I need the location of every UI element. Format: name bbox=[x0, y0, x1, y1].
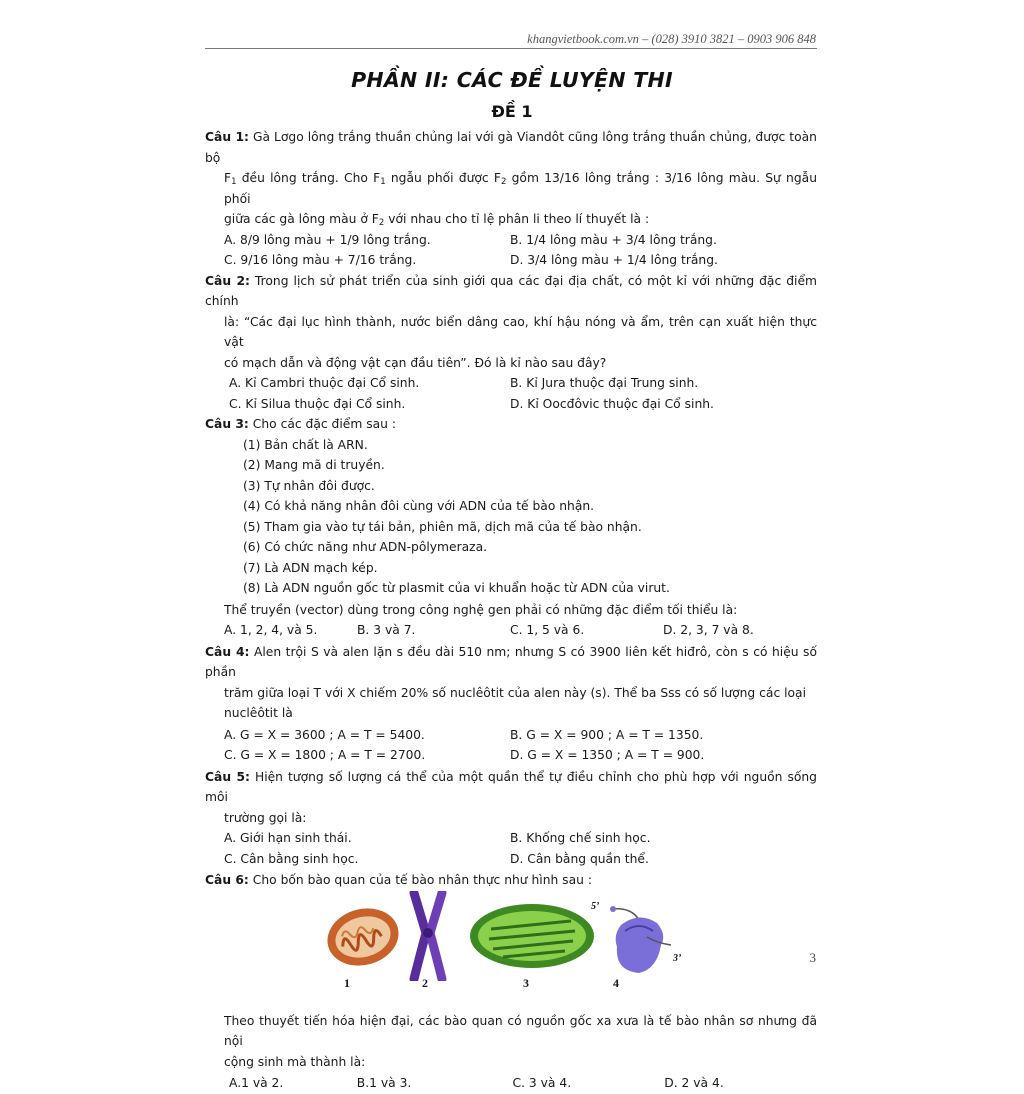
option-d: D. G = X = 1350 ; A = T = 900. bbox=[510, 748, 705, 762]
option-c: C. 3 và 4. bbox=[512, 1076, 572, 1090]
answer-options bbox=[224, 725, 817, 766]
question-text: Cho bốn bào quan của tế bào nhân thực như hình sau : bbox=[252, 873, 592, 887]
subscript: 2 bbox=[500, 177, 507, 187]
figure-label-3: 3 bbox=[523, 975, 529, 990]
subscript: 2 bbox=[378, 218, 385, 228]
question-3 bbox=[205, 414, 817, 641]
question-stem: cộng sinh mà thành là: bbox=[224, 1054, 366, 1069]
subscript: 1 bbox=[231, 177, 237, 187]
header-contact: khangvietbook.com.vn – (028) 3910 3821 – 0903 906 848 bbox=[527, 32, 816, 46]
option-b: B. G = X = 900 ; A = T = 1350. bbox=[510, 727, 704, 742]
question-text: đều lông trắng. Cho F bbox=[236, 171, 381, 185]
three-prime-label: 3’ bbox=[673, 952, 682, 964]
figure-label-2: 2 bbox=[422, 975, 428, 990]
option-c: C. 1, 5 và 6. bbox=[510, 623, 585, 637]
organelle-figure bbox=[205, 891, 817, 1011]
five-prime-label: 5’ bbox=[591, 900, 600, 912]
answer-options bbox=[229, 1073, 817, 1094]
question-label: Câu 3: bbox=[205, 417, 249, 431]
option-a: A. Giới hạn sinh thái. bbox=[224, 831, 352, 845]
question-stem: Theo thuyết tiến hóa hiện đại, các bào quan có nguồn gốc xa xưa là tế bào nhân sơ nhưng đã nội bbox=[224, 1013, 817, 1048]
option-d: D. Kỉ Oocđôvic thuộc đại Cổ sinh. bbox=[510, 396, 714, 411]
option-a: A. 1, 2, 4, và 5. bbox=[224, 623, 318, 637]
figure-label-4: 4 bbox=[613, 975, 619, 990]
question-text: Hiện tượng số lượng cá thể của một quần thể tự điều chỉnh cho phù hợp với nguồn sống môi bbox=[205, 769, 817, 804]
mitochondrion-image bbox=[323, 901, 403, 969]
list-item: (5) Tham gia vào tự tái bản, phiên mã, dịch mã của tế bào nhận. bbox=[243, 519, 642, 534]
option-d: D. 2 và 4. bbox=[664, 1076, 724, 1090]
question-text: Trong lịch sử phát triển của sinh giới qua các đại địa chất, có một kỉ với những đặc điểm chính bbox=[205, 273, 817, 308]
option-d: D. Cân bằng quần thể. bbox=[510, 851, 649, 866]
list-item: (3) Tự nhân đôi được. bbox=[243, 478, 375, 493]
option-a: A. 8/9 lông màu + 1/9 lông trắng. bbox=[224, 232, 431, 247]
option-b: B. Khống chế sinh học. bbox=[510, 831, 651, 845]
question-text: Alen trội S và alen lặn s đều dài 510 nm; nhưng S có 3900 liên kết hiđrô, còn s có hiệu số phần bbox=[205, 644, 817, 679]
question-text: là: “Các đại lục hình thành, nước biển dâng cao, khí hậu nóng và ẩm, trên cạn xuất hiện thực vật bbox=[224, 314, 817, 349]
question-label: Câu 1: bbox=[205, 130, 249, 144]
question-text: giữa các gà lông màu ở F bbox=[224, 212, 379, 226]
option-a: A. G = X = 3600 ; A = T = 5400. bbox=[224, 727, 425, 742]
question-2 bbox=[205, 271, 817, 415]
subscript: 1 bbox=[380, 177, 386, 187]
question-text: ngẫu phối được F bbox=[385, 171, 501, 185]
option-d: D. 2, 3, 7 và 8. bbox=[663, 623, 754, 637]
option-c: C. G = X = 1800 ; A = T = 2700. bbox=[224, 748, 426, 762]
answer-options bbox=[224, 230, 817, 271]
answer-options bbox=[229, 373, 817, 414]
option-b: B. Kỉ Jura thuộc đại Trung sinh. bbox=[510, 376, 699, 390]
question-text: F bbox=[224, 171, 232, 185]
list-item: (7) Là ADN mạch kép. bbox=[243, 560, 378, 575]
question-text: trăm giữa loại T với X chiếm 20% số nuclêôtit của alen này (s). Thể ba Sss có số lượng các loại bbox=[224, 685, 807, 700]
option-a: A. Kỉ Cambri thuộc đại Cổ sinh. bbox=[229, 376, 420, 390]
header-rule bbox=[205, 48, 817, 49]
part-title: PHẦN II: CÁC ĐỀ LUYỆN THI bbox=[351, 68, 673, 92]
question-text: với nhau cho tỉ lệ phân li theo lí thuyết là : bbox=[384, 212, 650, 226]
list-item: (8) Là ADN nguồn gốc từ plasmit của vi khuẩn hoặc từ ADN của virut. bbox=[243, 581, 670, 595]
option-d: D. 3/4 lông màu + 1/4 lông trắng. bbox=[510, 253, 718, 267]
chloroplast-image bbox=[467, 899, 600, 973]
answer-options bbox=[224, 620, 817, 641]
question-label: Câu 4: bbox=[205, 644, 250, 659]
question-4 bbox=[205, 642, 817, 766]
figure-label-1: 1 bbox=[344, 975, 350, 990]
list-item: (2) Mang mã di truyền. bbox=[243, 458, 385, 472]
option-b: B. 3 và 7. bbox=[357, 623, 416, 637]
page-number: 3 bbox=[809, 950, 816, 965]
question-6 bbox=[205, 870, 817, 1094]
question-text: gồm 13/16 lông trắng : 3/16 lông màu. Sự ngẫu phối bbox=[224, 171, 817, 206]
exam-title: ĐỀ 1 bbox=[491, 102, 533, 121]
question-label: Câu 6: bbox=[205, 873, 249, 887]
option-c: C. 9/16 lông màu + 7/16 trắng. bbox=[224, 253, 417, 267]
question-text: nuclêôtit là bbox=[224, 706, 293, 720]
question-label: Câu 2: bbox=[205, 273, 250, 288]
option-b: B. 1/4 lông màu + 3/4 lông trắng. bbox=[510, 232, 717, 247]
question-stem: Thể truyền (vector) dùng trong công nghệ gen phải có những đặc điểm tối thiểu là: bbox=[224, 602, 738, 617]
question-5 bbox=[205, 767, 817, 870]
ribosome-image bbox=[607, 901, 677, 977]
list-item: (6) Có chức năng như ADN-pôlymeraza. bbox=[243, 540, 488, 554]
question-1 bbox=[205, 127, 817, 271]
question-label: Câu 5: bbox=[205, 769, 250, 784]
option-c: C. Kỉ Silua thuộc đại Cổ sinh. bbox=[229, 396, 406, 411]
option-a: A.1 và 2. bbox=[229, 1076, 284, 1090]
chromosome-image bbox=[408, 891, 448, 981]
question-text: trường gọi là: bbox=[224, 810, 307, 825]
question-text: có mạch dẫn và động vật cạn đầu tiên”. Đó là kỉ nào sau đây? bbox=[224, 355, 607, 370]
feature-list bbox=[243, 435, 817, 599]
option-c: C. Cân bằng sinh học. bbox=[224, 851, 359, 866]
question-text: Gà Lơgo lông trắng thuần chủng lai với gà Viandôt cũng lông trắng thuần chủng, được toàn bộ bbox=[205, 130, 817, 165]
list-item: (4) Có khả năng nhân đôi cùng với ADN của tế bào nhận. bbox=[243, 499, 595, 513]
option-b: B.1 và 3. bbox=[356, 1076, 412, 1090]
question-text: Cho các đặc điểm sau : bbox=[252, 417, 397, 431]
question-list bbox=[205, 127, 817, 1094]
answer-options bbox=[224, 828, 817, 869]
list-item: (1) Bản chất là ARN. bbox=[243, 437, 368, 452]
